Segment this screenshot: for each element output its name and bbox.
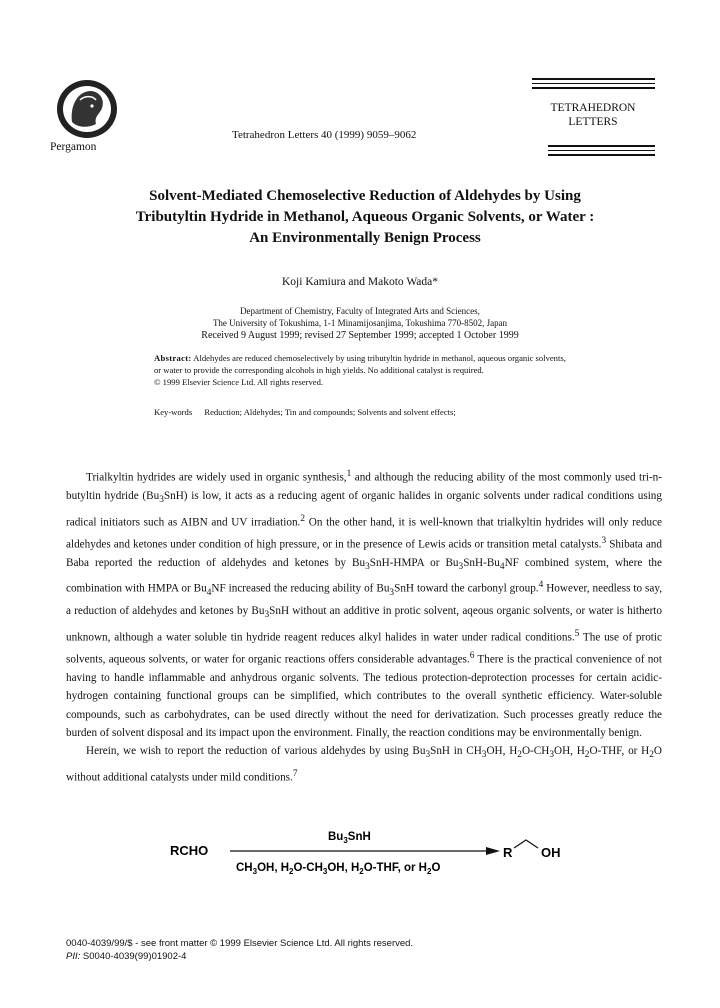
footer-pii: PII: S0040-4039(99)01902-4 <box>66 951 187 962</box>
footer <box>66 937 413 963</box>
keywords-text: Reduction; Aldehydes; Tin and compounds; Solvents and solvent effects; <box>204 407 456 417</box>
keywords-label: Key-words <box>154 407 193 417</box>
publisher-name: Pergamon <box>50 141 97 153</box>
product-bond <box>514 840 538 848</box>
conditions-label: $CH_3OH$, $H_2O-CH_3OH$, $H_2O$-THF, or $H_2O$ <box>236 862 441 876</box>
masthead-rules-bottom <box>548 145 655 159</box>
reaction-scheme <box>170 822 590 882</box>
footer-copyright: 0040-4039/99/$ - see front matter © 1999 Elsevier Science Ltd. All rights reserved. <box>66 938 414 949</box>
journal-masthead <box>528 101 658 129</box>
abstract-copyright: © 1999 Elsevier Science Ltd. All rights reserved. <box>154 377 324 388</box>
title-line-1: Solvent-Mediated Chemoselective Reduction of Aldehydes by Using <box>149 188 581 204</box>
paper-title <box>60 186 670 249</box>
reactant-label: RCHO <box>170 843 209 858</box>
journal-citation: Tetrahedron Letters 40 (1999) 9059–9062 <box>232 129 417 141</box>
affiliation <box>0 305 720 329</box>
title-line-2: Tributyltin Hydride in Methanol, Aqueous Organic Solvents, or Water : <box>135 209 595 225</box>
arrow-head <box>486 847 500 855</box>
journal-name-line1: TETRAHEDRON <box>550 102 636 114</box>
abstract <box>154 352 574 389</box>
paragraph-1: Trialkyltin hydrides are widely used in organic synthesis,$^1$ and although the reducing ability of the most commonly used tri-n-butyltin hydride $(Bu_3SnH)$ is low, it acts as a reducing agent of organic halides in organic solvents under radical conditions using radical initiators such as AIBN and UV irradiation.$^2$ On the other hand, it is well-known that trialkyltin hydrides will only reduce aldehydes and ketones under condition of high pressure, or in the presence of Lewis acids or transition metal catalysts.$^3$ Shibata and Baba reported the reduction of aldehydes and ketones by $Bu_3SnH$-HMPA or $Bu_3SnH-Bu_4NF$ combined system, where the combination with HMPA or $Bu_4NF$ increased the reducing ability of $Bu_3SnH$ toward the carbonyl group.$^4$ However, needless to say, a reduction of aldehydes and ketones by $Bu_3SnH$ without an additive in protic solvent, aqeous organic solvents, or water is hitherto unknown, although a water soluble tin hydride reagent reduces alkyl halides in water under radical conditions.$^5$ The use of protic solvents, aqueous solvents, or water for organic reactions offers considerable advantages.$^6$ There is the practical convenience of not having to handle inflammable and anhydrous organic solvents. The tedious protection-deprotection processes for certain acidic-hydrogen containing functional groups can be simplified, which contributes to the overall synthetic efficiency. Water-soluble compounds, such as carbohydrates, can be used directly without the need for derivatization. Such processes greatly reduce the burden of solvent disposal and its impact upon the environment. Finally, the reaction conditions may be environmentally benign. <box>66 469 663 739</box>
abstract-label: Abstract: <box>154 353 192 363</box>
title-line-3: An Environmentally Benign Process <box>249 230 481 246</box>
masthead-rules-top <box>532 78 655 92</box>
pergamon-logo <box>50 78 124 140</box>
reagent-label: $Bu_3SnH$ <box>328 831 371 845</box>
abstract-text: Aldehydes are reduced chemoselectively by using tributyltin hydride in methanol, aqueous organic solvents, or water to provide the corresponding alcohols in high yields. No additional catalyst is required. <box>154 353 566 376</box>
affiliation-line-1: Department of Chemistry, Faculty of Integrated Arts and Sciences, <box>240 306 480 316</box>
body-text <box>66 465 662 787</box>
paragraph-2: Herein, we wish to report the reduction of various aldehydes by using $Bu_3SnH$ in $CH_3OH$, $H_2O-CH_3OH$, $H_2O$-THF, or $H_2O$ without additional catalysts under mild conditions.$^7$ <box>66 745 663 784</box>
authors: Koji Kamiura and Makoto Wada* <box>282 276 438 288</box>
journal-name-line2: LETTERS <box>568 116 618 128</box>
keywords <box>154 407 614 417</box>
product-r-label: R <box>503 845 513 860</box>
product-oh-label: OH <box>541 845 561 860</box>
affiliation-line-2: The University of Tokushima, 1-1 Minamijosanjima, Tokushima 770-8502, Japan <box>212 318 508 328</box>
received-dates: Received 9 August 1999; revised 27 September 1999; accepted 1 October 1999 <box>201 330 519 341</box>
